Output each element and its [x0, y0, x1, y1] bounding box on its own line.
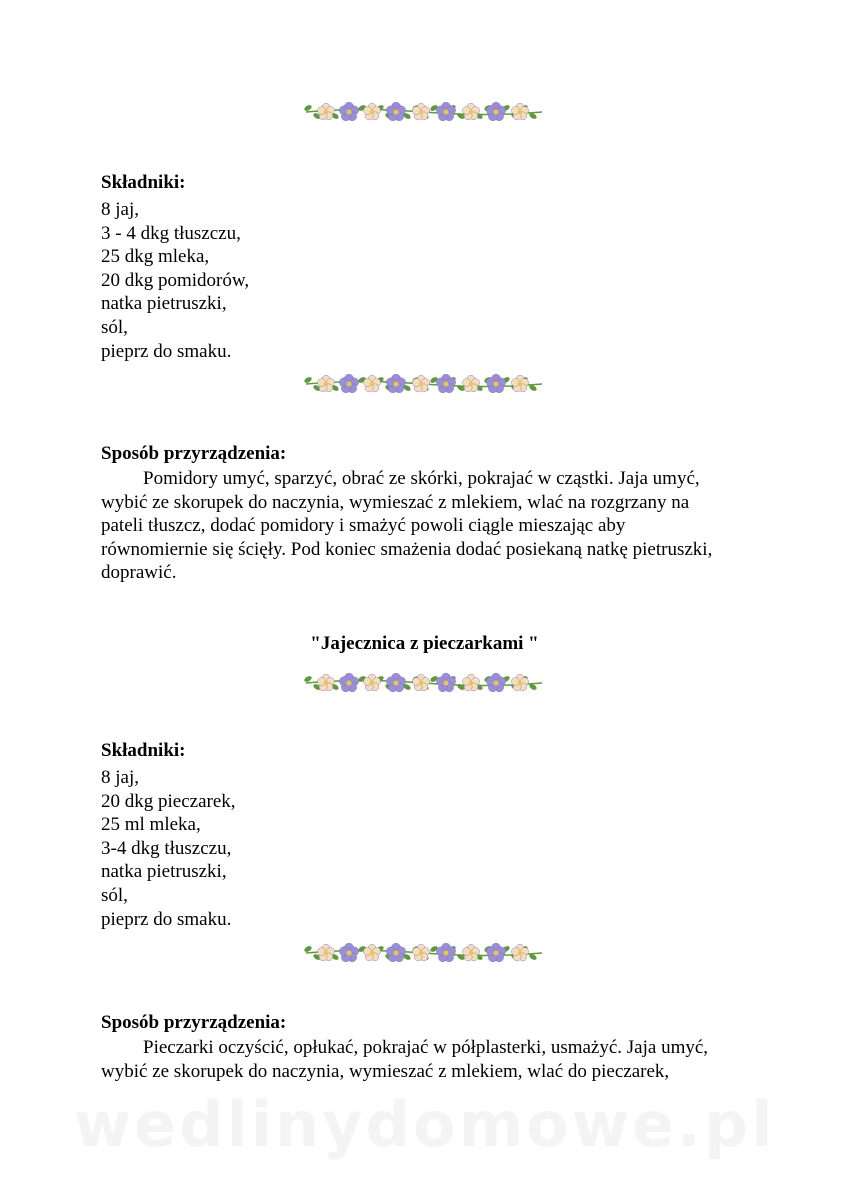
flower-border-divider [304, 101, 544, 123]
ingredient-item: 20 dkg pomidorów, [101, 269, 250, 291]
method-line: wybić ze skorupek do naczynia, wymieszać z mlekiem, wlać do pieczarek, [101, 1060, 670, 1082]
ingredient-item: 25 dkg mleka, [101, 246, 210, 268]
ingredient-item: 25 ml mleka, [101, 814, 201, 836]
method-line: pateli tłuszcz, dodać pomidory i smażyć powoli ciągle mieszając aby [101, 515, 626, 537]
method-paragraph [101, 467, 741, 585]
flower-border-art [304, 943, 542, 962]
method-line: doprawić. [101, 562, 177, 584]
ingredient-item: sól, [101, 884, 128, 906]
flower-border-divider [304, 373, 544, 395]
flower-border-art [304, 102, 542, 121]
ingredient-item: natka pietruszki, [101, 293, 227, 315]
method-heading: Sposób przyrządzenia: [101, 1012, 287, 1033]
method-heading: Sposób przyrządzenia: [101, 443, 287, 464]
ingredients-list [101, 198, 249, 363]
flower-border-art [304, 673, 542, 692]
ingredient-item: 8 jaj, [101, 767, 139, 788]
ingredient-item: 3-4 dkg tłuszczu, [101, 837, 232, 859]
flower-border-divider [304, 942, 544, 964]
flower-border-divider [304, 672, 544, 694]
ingredient-item: sól, [101, 316, 128, 338]
ingredient-item: pieprz do smaku. [101, 340, 232, 362]
ingredient-item: natka pietruszki, [101, 861, 227, 883]
ingredient-item: 8 jaj, [101, 199, 139, 220]
recipe-title: "Jajecznica z pieczarkami " [310, 633, 539, 654]
method-line: wybić ze skorupek do naczynia, wymieszać z mlekiem, wlać na rozgrzany na [101, 491, 690, 513]
watermark: wedlinydomowe.pl [73, 1088, 776, 1161]
method-line: Pieczarki oczyścić, opłukać, pokrajać w półplasterki, usmażyć. Jaja umyć, [143, 1037, 709, 1058]
method-line: równomiernie się ścięły. Pod koniec smażenia dodać posiekaną natkę pietruszki, [101, 538, 713, 560]
ingredients-list [101, 766, 236, 931]
ingredient-item: 3 - 4 dkg tłuszczu, [101, 222, 241, 244]
method-paragraph [101, 1036, 741, 1083]
ingredients-heading: Składniki: [101, 172, 186, 193]
ingredients-heading: Składniki: [101, 740, 186, 761]
method-line: Pomidory umyć, sparzyć, obrać ze skórki, pokrajać w cząstki. Jaja umyć, [143, 468, 700, 489]
ingredient-item: 20 dkg pieczarek, [101, 790, 236, 812]
ingredient-item: pieprz do smaku. [101, 908, 232, 930]
flower-border-art [304, 374, 542, 393]
